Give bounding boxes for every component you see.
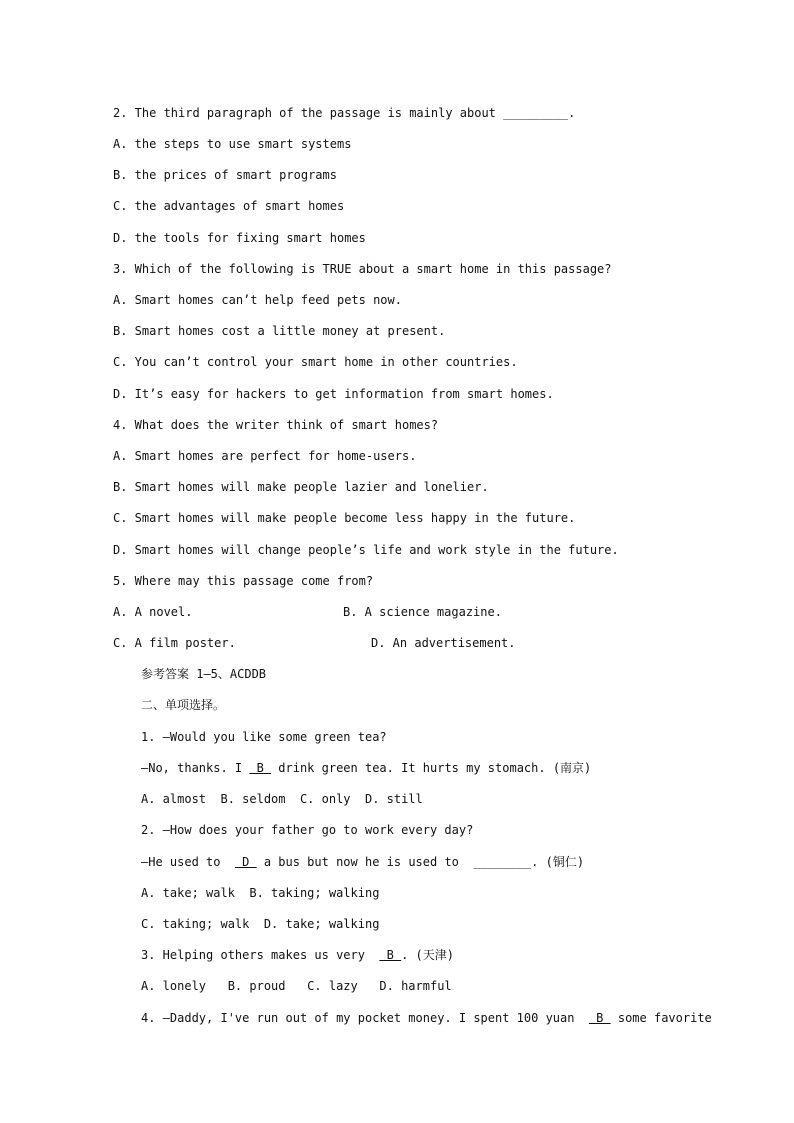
- mc3-question-post: . (天津): [401, 948, 455, 962]
- q4-option-d: D. Smart homes will change people’s life and work style in the future.: [113, 543, 619, 557]
- q4-option-c: C. Smart homes will make people become less happy in the future.: [113, 511, 576, 525]
- mc3-question-pre: 3. Helping others makes us very: [141, 948, 380, 962]
- q3-stem: 3. Which of the following is TRUE about a smart home in this passage?: [113, 262, 612, 276]
- mc1-options: A. almost B. seldom C. only D. still: [141, 792, 423, 806]
- q3-option-d: D. It’s easy for hackers to get information from smart homes.: [113, 387, 554, 401]
- mc3-options: A. lonely B. proud C. lazy D. harmful: [141, 979, 452, 993]
- mc4-question-pre: 4. —Daddy, I've run out of my pocket money. I spent 100 yuan: [141, 1011, 589, 1025]
- section-heading: 二、单项选择。: [141, 698, 226, 712]
- mc2-blank: ________: [473, 855, 532, 869]
- q3-option-a: A. Smart homes can’t help feed pets now.: [113, 293, 402, 307]
- q3-option-c: C. You can’t control your smart home in other countries.: [113, 355, 518, 369]
- q4-option-b: B. Smart homes will make people lazier and lonelier.: [113, 480, 489, 494]
- q2-option-d: D. the tools for fixing smart homes: [113, 231, 366, 245]
- q2-option-a: A. the steps to use smart systems: [113, 137, 352, 151]
- mc2-answer: D: [234, 855, 257, 869]
- mc2-response-pre: —He used to: [141, 855, 235, 869]
- mc1-answer: B: [249, 761, 272, 775]
- mc1-response-pre: —No, thanks. I: [141, 761, 250, 775]
- answer-key: 参考答案 1—5、ACDDB: [141, 667, 267, 681]
- mc1-response: [141, 760, 591, 776]
- mc2-response: [141, 854, 584, 870]
- mc2-options-2: C. taking; walk D. take; walking: [141, 917, 380, 931]
- q5-option-a: A. A novel.: [113, 605, 193, 619]
- mc1-response-post: drink green tea. It hurts my stomach. (南京): [271, 761, 592, 775]
- q2-option-b: B. the prices of smart programs: [113, 168, 337, 182]
- mc4-answer: B: [588, 1011, 611, 1025]
- q2-option-c: C. the advantages of smart homes: [113, 199, 345, 213]
- mc2-question: 2. —How does your father go to work every day?: [141, 823, 474, 837]
- q5-option-c: C. A film poster.: [113, 636, 236, 650]
- q4-option-a: A. Smart homes are perfect for home-users.: [113, 449, 417, 463]
- mc4-question-post: some favorite: [610, 1011, 712, 1025]
- mc4-question: [141, 1010, 712, 1026]
- q5-option-d: D. An advertisement.: [371, 636, 516, 650]
- mc3-answer: B: [379, 948, 402, 962]
- q3-option-b: B. Smart homes cost a little money at present.: [113, 324, 446, 338]
- mc3-question: [141, 947, 454, 963]
- q4-stem: 4. What does the writer think of smart homes?: [113, 418, 439, 432]
- mc2-response-post: . (铜仁): [531, 855, 585, 869]
- mc2-response-mid: a bus but now he is used to: [256, 855, 474, 869]
- mc2-options-1: A. take; walk B. taking; walking: [141, 886, 380, 900]
- q5-option-b: B. A science magazine.: [343, 605, 502, 619]
- q5-stem: 5. Where may this passage come from?: [113, 574, 374, 588]
- mc1-question: 1. —Would you like some green tea?: [141, 730, 387, 744]
- q2-stem: 2. The third paragraph of the passage is mainly about _________.: [113, 106, 576, 120]
